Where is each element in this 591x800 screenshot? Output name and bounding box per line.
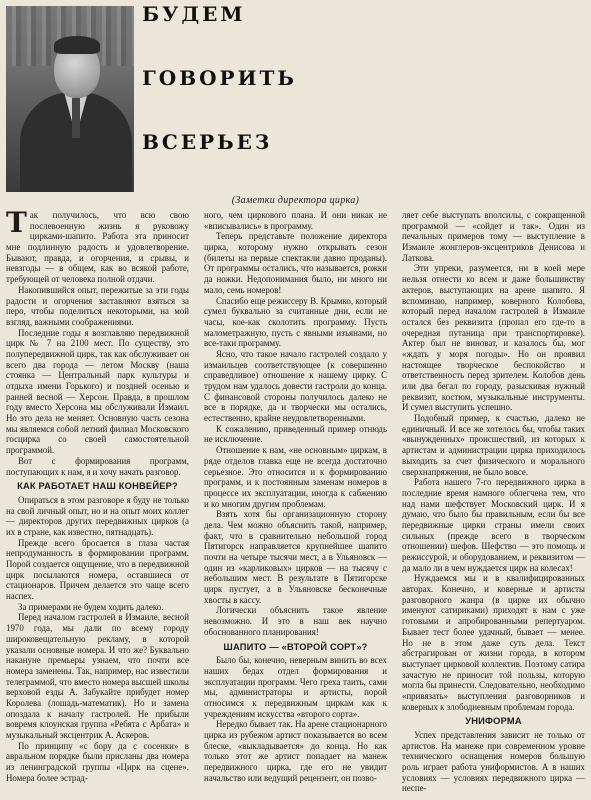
drop-cap: Т	[6, 206, 27, 239]
paragraph: Логически объяснить такое явление невозможно. И это в наш век научно обоснованного планирования!	[204, 605, 387, 637]
paragraph: Было бы, конечно, неверным винить во всех наших бедах отдел формирования и эксплуатации программ. Чего греха таить, сами мы, администраторы и артисты, порой относимся к передвижным циркам как к учреждениям искусства «второго сорта».	[204, 655, 387, 719]
paragraph: Успех представления зависит не только от артистов. На манеже при современном уровне технического оснащения номеров большую роль играет работа униформистов. А в наших условиях — условиях передвижного цирка — неспе-	[402, 730, 585, 794]
section-heading: УНИФОРМА	[465, 716, 522, 727]
paragraph: Прежде всего бросается в глаза частая непродуманность в формировании программ. Порой создается ощущение, что в передвижной цирк посылаются номера, оставшиеся от стационаров. Причем делается это чаще всего наспех.	[6, 537, 189, 602]
paragraph: Ясно, что такое начало гастролей создало у измаильцев соответствующее (к совершенно справедливое) отношение к нашему цирку. С трудом нам удалось довести гастроли до конца. С финансовой стороны получилось далеко не все в порядке, да и творчески мы остались, естественно, крайне неудовлетворенными.	[204, 348, 387, 424]
paragraph: Подобный пример, к счастью, далеко не единичный. И все же хотелось бы, чтобы таких «вынужденных» происшествий, из которых к артистам и администрации цирка приходилось выходить за счет физического и морального сверхнапряжения, не было вовсе.	[402, 413, 585, 477]
paragraph: Теперь представьте положение директора цирка, которому нужно открывать сезон (билеты на первые спектакли давно проданы). От программы остались, что называется, рожки да ножки. Недопонимания было, ни много ни мало, семь номеров!	[204, 231, 387, 295]
paragraph: Нуждаемся мы и в квалифицированных авторах. Конечно, и коверные и артисты разговорного жанра (в цирке их обычно именуют сатириками) приходят к нам с уже готовыми и апробированными репертуаром. Бывает тест более удачный, бывает — менее. Но не в этом даже суть дела. Текст абстрагирован от жизни города, в котором выступает цирковой коллектив. Поэтому сатира зачастую не приносит той пользы, которую могла бы принести. Следовательно, необходимо «привязать» выступления разговорников и коверных к злободневным проблемам города.	[402, 573, 585, 712]
paragraph-text: ак получилось, что всю свою послевоенную жизнь я руковожу цирками-шапито. Работа эта приносит мне подлинную радость и удовлетворение. Бывают, правда, и огорчения, и срывы, и невзгоды — в общем, как во всякой работе, требующей от человека полной отдачи.	[6, 210, 189, 285]
paragraph: ного, чем циркового плана. И они никак не «вписывались» в программу.	[204, 210, 387, 231]
section-heading: КАК РАБОТАЕТ НАШ КОНВЕЙЕР?	[17, 481, 178, 492]
photo-hair	[54, 36, 100, 54]
paragraph: Нередко бывает так. На арене стационарного цирка из рубежом артист показывается во всем блеске, «выкладывается» до конца. Но как только этот же артист попадает на манеж передвижного цирка, где его не увидит начальство или ведущий рецензент, он позво-	[204, 719, 387, 783]
article-subtitle: (Заметки директора цирка)	[231, 195, 360, 206]
headline-line-3: ВСЕРЬЕЗ	[142, 130, 273, 154]
paragraph: Накопившийся опыт, пережитые за эти годы радости и огорчения заставляют взяться за перо, чтобы поделиться некоторыми, на мой взгляд, важными соображениями.	[6, 284, 189, 327]
article-headline	[142, 4, 586, 196]
paragraph: Опираться в этом разговоре я буду не только на свой личный опыт, но и на опыт моих коллег — директоров других передвижных цирков (а их в стране, как известно, пятнадцать).	[6, 494, 189, 537]
paragraph: Взять хотя бы организационную сторону дела. Чем можно объяснить такой, например, факт, что в сравнительно небольшой город Пятигорск направляется крупнейшее шапито почти на четыре тысячи мест, а в Ульяновск — один из «карликовых» цирков — на тысячу с небольшим мест. В результате в Пятигорске цирк пустует, а в Ульяновске бесконечные хвосты в кассу.	[204, 509, 387, 605]
headline-line-2: ГОВОРИТЬ	[142, 66, 297, 90]
paragraph: Работа нашего 7-го передвижного цирка в последние время намного облегчена тем, что над нами шефствует Московский цирк. И я думаю, что было бы правильным, если бы все передвижные цирки страны имели своих сильных (прежде всего в творческом отношении) шефов. Шефство — это помощь и режиссурой, и оборудованием, и реквизитом — да мало ли в чем нуждается цирк на колесах!	[402, 477, 585, 573]
paragraph: По принципу «с бору да с сосенки» в авральном порядке были присланы два номера из ленинградской группы «Цирк на сцене». Номера более эстрад-	[6, 740, 189, 783]
paragraph: Эти упреки, разумеется, ни в коей мере нельзя отнести ко всем и даже большинству актеров, выступающих на арене шапито. Я вспоминаю, например, коверного Колобова, который перед началом гастролей в Измаиле остался без реквизита (пропал его где-то в очередная путаница при транспортировке). Актер был не виноват, и казалось бы, мог «ждать у моря погоды». Но он проявил настоящее творческое беспокойство и ответственность перед зрителем. Колобов день или два бегал по городу, разыскивая нужный реквизит, костюм, музыкальные инструменты. И сумел выступить успешно.	[402, 263, 585, 413]
paragraph: Отношение к нам, «не основным» циркам, в ряде отделов главка еще не всегда достаточно серьезное. Это относится и к формированию программ, и к постоянным заменам номеров в процессе их эксплуатации, иногда к сабжению и ко многим другим проблемам.	[204, 445, 387, 509]
text-column-2	[204, 210, 387, 783]
text-column-1	[6, 206, 189, 783]
paragraph: Вот с формирования программ, поступающих к нам, я и хочу начать разговор.	[6, 455, 189, 477]
photo-tie	[72, 98, 80, 138]
director-portrait-photo	[6, 6, 134, 192]
section-heading: ШАПИТО — «ВТОРОЙ СОРТ»?	[223, 641, 368, 652]
paragraph: За примерами не будем ходить далеко.	[18, 601, 164, 612]
paragraph: Перед началом гастролей в Измаиле, весной 1970 года, мы дали по всему городу широковещательную рекламу, в которой указали основные номера. И что же? Буквально накануне премьеры узнаем, что почти все номера заменены. Так, например, нас известили телеграммой, что вместо номера высшей школы верховой езды А. Забукайте прибудет номер Королева (лошадь-математик). Но и замена опоздала к началу гастролей. Не прибыли вовремя клоунская группа «Ребята с Арбата» и музыкальный эксцентрик А. Аскеров.	[6, 612, 189, 740]
paragraph	[6, 206, 189, 285]
text-column-3	[402, 210, 585, 794]
paragraph: К сожалению, приведенный пример отнюдь не исключение.	[204, 423, 387, 445]
paragraph: Спасибо еще режиссеру В. Крымко, который сумел буквально за считанные дни, если не часы, кое-как сколотить программу. Пусть малометражную, пусть с явными изъянами, но все-таки программу.	[204, 295, 387, 349]
paragraph: Последние годы я возглавляю передвижной цирк № 7 на 2100 мест. По существу, это полупередвижной цирк, так как обслуживает он всего два города — летом Москву (наша стоянка — Центральный парк культуры и отдыха имени Горького) и поздней осенью и ранней весной — Херсон. Правда, в прошлом году вместо Херсона мы обслуживали Измаил. Но это дела не меняет. Основную часть сезона мы являемся собой летний филиал Московского госцирка со своей самостоятельной программой.	[6, 327, 189, 456]
paragraph: ляет себе выступать вполсилы, с сокращенной программой — «сойдет и так». Один из печальных примеров тому — выступление в Измаиле жонглеров-эксцентриков Денисова и Латкова.	[402, 210, 585, 263]
headline-line-1: БУДЕМ	[142, 2, 246, 26]
